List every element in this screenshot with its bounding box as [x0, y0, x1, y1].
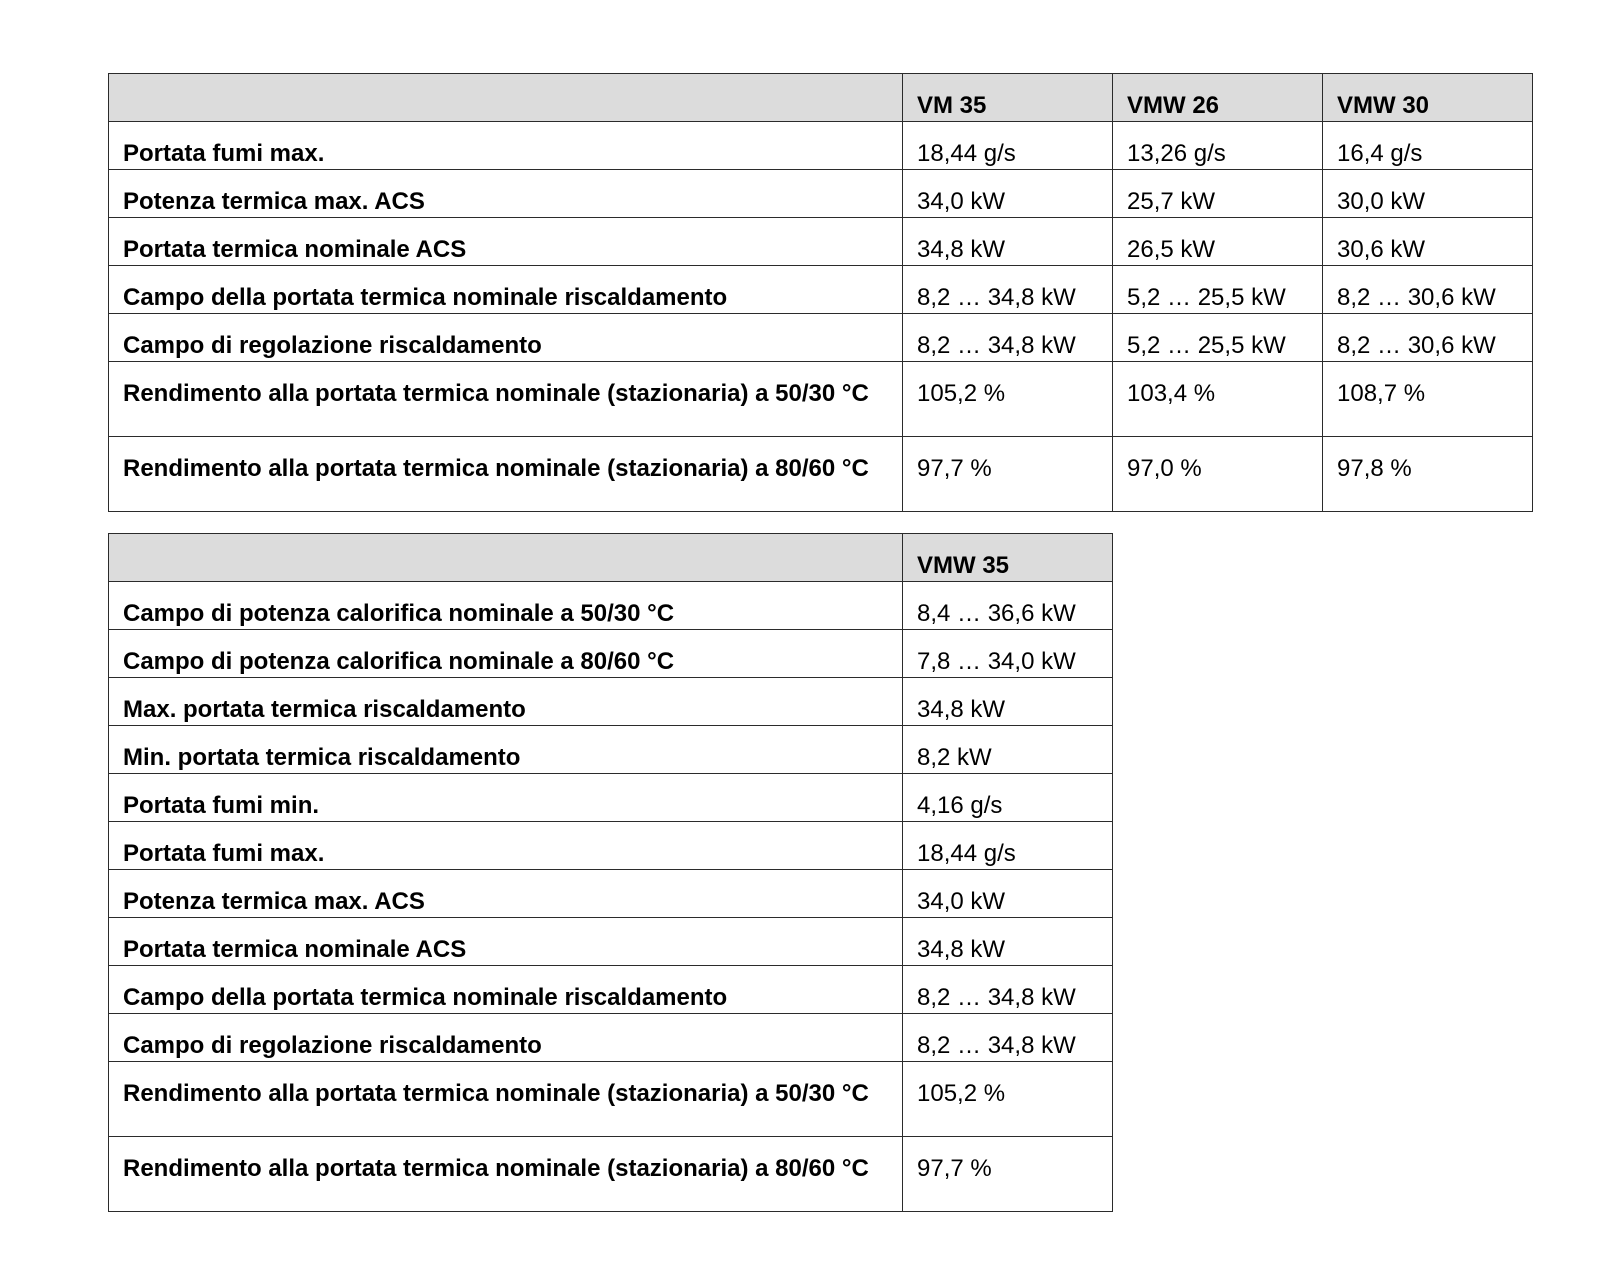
cell-value: 97,7 %	[903, 1137, 1113, 1212]
table-row	[109, 774, 1113, 822]
spec-table-1	[108, 73, 1533, 512]
row-label: Rendimento alla portata termica nominale (stazionaria) a 80/60 °C	[109, 1137, 903, 1212]
row-label: Campo di potenza calorifica nominale a 80/60 °C	[109, 630, 903, 678]
cell-value: 97,7 %	[903, 437, 1113, 512]
cell-value: 8,2 … 30,6 kW	[1323, 266, 1533, 314]
cell-value: 34,8 kW	[903, 678, 1113, 726]
table-header-row	[109, 74, 1533, 122]
cell-value: 34,0 kW	[903, 170, 1113, 218]
table-row	[109, 362, 1533, 437]
row-label: Campo della portata termica nominale riscaldamento	[109, 266, 903, 314]
cell-value: 30,6 kW	[1323, 218, 1533, 266]
cell-value: 18,44 g/s	[903, 122, 1113, 170]
row-label: Potenza termica max. ACS	[109, 170, 903, 218]
row-label: Portata fumi max.	[109, 122, 903, 170]
cell-value: 34,8 kW	[903, 218, 1113, 266]
table-row	[109, 918, 1113, 966]
cell-value: 34,8 kW	[903, 918, 1113, 966]
row-label: Portata termica nominale ACS	[109, 218, 903, 266]
spec-table-2	[108, 533, 1113, 1212]
row-label: Max. portata termica riscaldamento	[109, 678, 903, 726]
cell-value: 30,0 kW	[1323, 170, 1533, 218]
cell-value: 16,4 g/s	[1323, 122, 1533, 170]
header-empty-cell	[109, 74, 903, 122]
cell-value: 97,8 %	[1323, 437, 1533, 512]
cell-value: 8,2 … 34,8 kW	[903, 266, 1113, 314]
table-row	[109, 1014, 1113, 1062]
row-label: Portata fumi min.	[109, 774, 903, 822]
cell-value: 13,26 g/s	[1113, 122, 1323, 170]
cell-value: 105,2 %	[903, 1062, 1113, 1137]
table-row	[109, 582, 1113, 630]
cell-value: 25,7 kW	[1113, 170, 1323, 218]
cell-value: 8,2 kW	[903, 726, 1113, 774]
table-row	[109, 726, 1113, 774]
table-row	[109, 266, 1533, 314]
column-header: VMW 26	[1113, 74, 1323, 122]
cell-value: 34,0 kW	[903, 870, 1113, 918]
row-label: Campo di regolazione riscaldamento	[109, 314, 903, 362]
row-label: Rendimento alla portata termica nominale (stazionaria) a 80/60 °C	[109, 437, 903, 512]
cell-value: 103,4 %	[1113, 362, 1323, 437]
cell-value: 18,44 g/s	[903, 822, 1113, 870]
table-row	[109, 966, 1113, 1014]
row-label: Rendimento alla portata termica nominale (stazionaria) a 50/30 °C	[109, 362, 903, 437]
cell-value: 5,2 … 25,5 kW	[1113, 314, 1323, 362]
table-row	[109, 630, 1113, 678]
cell-value: 8,2 … 30,6 kW	[1323, 314, 1533, 362]
table-row	[109, 437, 1533, 512]
table-row	[109, 170, 1533, 218]
row-label: Campo di regolazione riscaldamento	[109, 1014, 903, 1062]
row-label: Portata fumi max.	[109, 822, 903, 870]
row-label: Min. portata termica riscaldamento	[109, 726, 903, 774]
row-label: Portata termica nominale ACS	[109, 918, 903, 966]
cell-value: 7,8 … 34,0 kW	[903, 630, 1113, 678]
row-label: Rendimento alla portata termica nominale (stazionaria) a 50/30 °C	[109, 1062, 903, 1137]
row-label: Campo della portata termica nominale riscaldamento	[109, 966, 903, 1014]
cell-value: 5,2 … 25,5 kW	[1113, 266, 1323, 314]
table-row	[109, 218, 1533, 266]
cell-value: 8,4 … 36,6 kW	[903, 582, 1113, 630]
table-row	[109, 1137, 1113, 1212]
cell-value: 26,5 kW	[1113, 218, 1323, 266]
header-empty-cell	[109, 534, 903, 582]
cell-value: 108,7 %	[1323, 362, 1533, 437]
column-header: VM 35	[903, 74, 1113, 122]
row-label: Potenza termica max. ACS	[109, 870, 903, 918]
cell-value: 4,16 g/s	[903, 774, 1113, 822]
cell-value: 8,2 … 34,8 kW	[903, 314, 1113, 362]
cell-value: 105,2 %	[903, 362, 1113, 437]
column-header: VMW 35	[903, 534, 1113, 582]
cell-value: 8,2 … 34,8 kW	[903, 1014, 1113, 1062]
row-label: Campo di potenza calorifica nominale a 50/30 °C	[109, 582, 903, 630]
table-row	[109, 1062, 1113, 1137]
table-row	[109, 122, 1533, 170]
table-row	[109, 314, 1533, 362]
column-header: VMW 30	[1323, 74, 1533, 122]
table-row	[109, 678, 1113, 726]
table-header-row	[109, 534, 1113, 582]
table-row	[109, 822, 1113, 870]
cell-value: 97,0 %	[1113, 437, 1323, 512]
table-row	[109, 870, 1113, 918]
cell-value: 8,2 … 34,8 kW	[903, 966, 1113, 1014]
